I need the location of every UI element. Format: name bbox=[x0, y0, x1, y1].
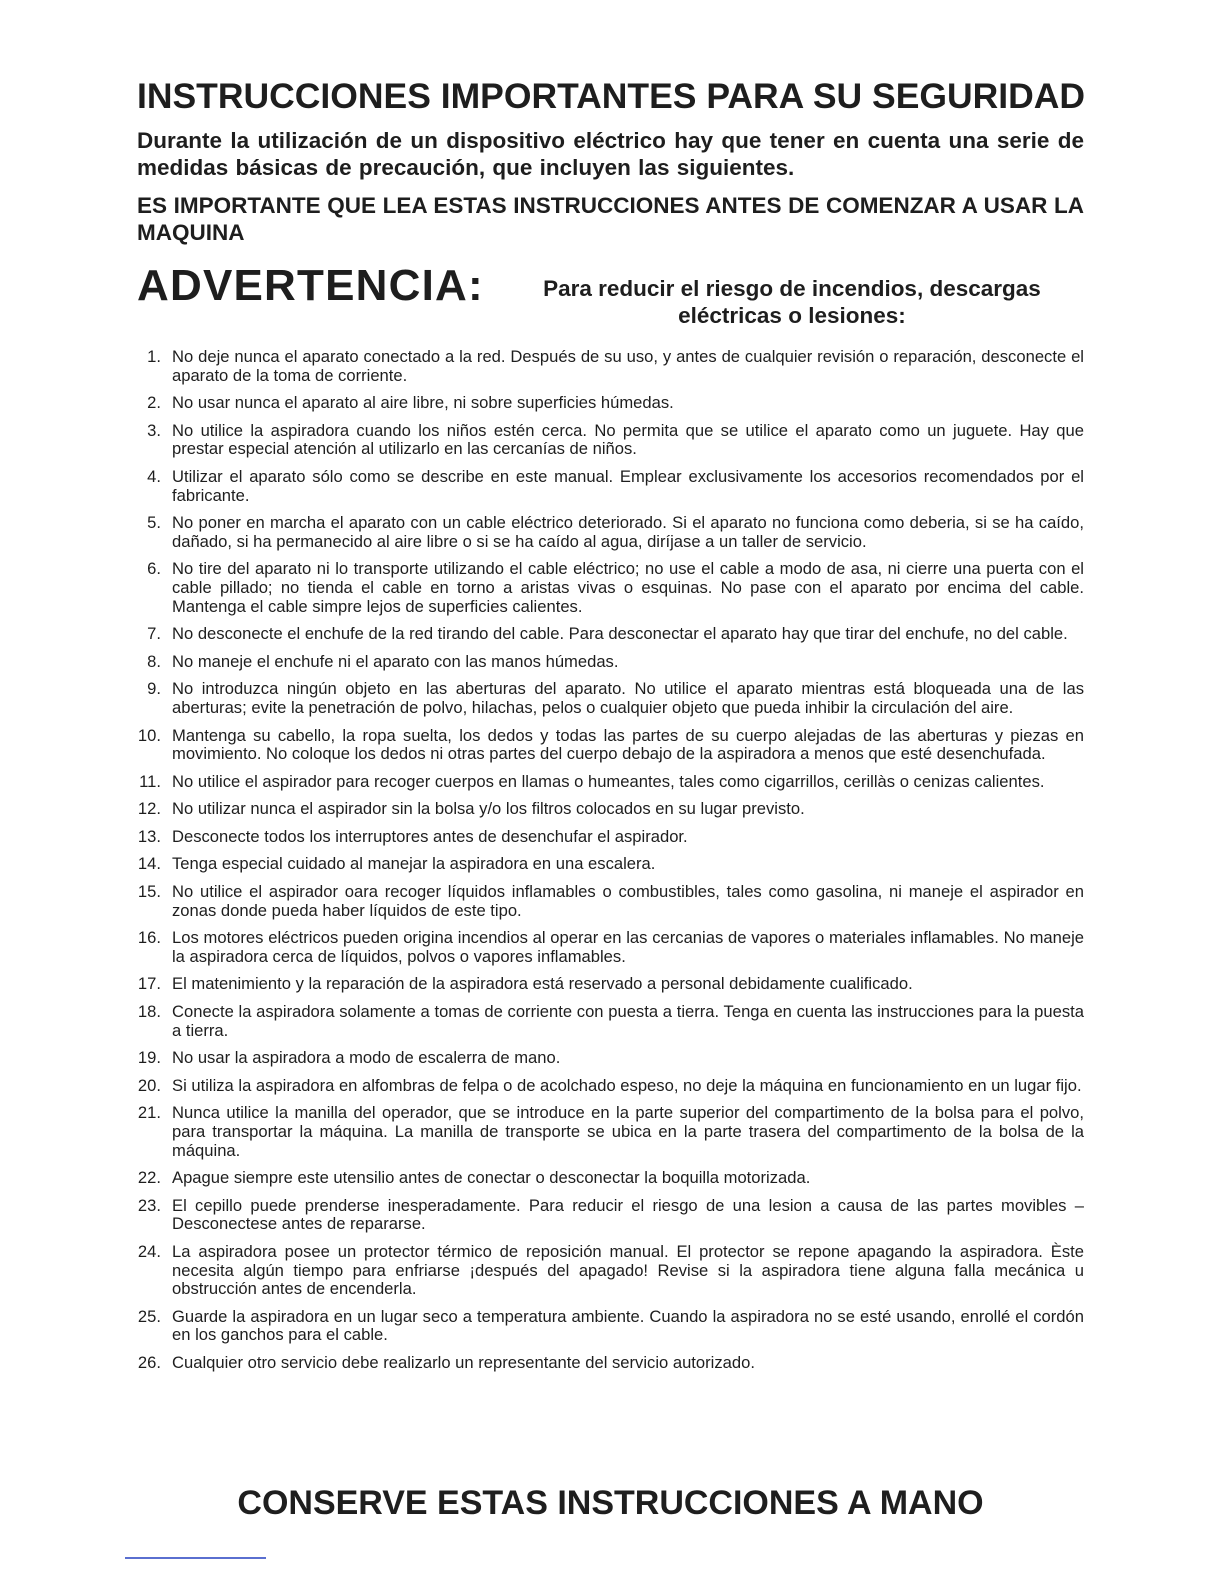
list-item bbox=[137, 800, 1084, 819]
safety-rules-list bbox=[137, 348, 1084, 1382]
list-item bbox=[137, 929, 1084, 966]
rule-number: 17. bbox=[137, 974, 161, 994]
rule-number: 25. bbox=[137, 1306, 161, 1326]
rule-number: 14. bbox=[137, 854, 161, 874]
rule-text: El matenimiento y la reparación de la aspiradora está reservado a personal debidamente cualificado. bbox=[172, 974, 913, 994]
list-item bbox=[137, 1003, 1084, 1040]
list-item bbox=[137, 560, 1084, 616]
list-item bbox=[137, 1197, 1084, 1234]
rule-number: 23. bbox=[137, 1195, 161, 1215]
list-item bbox=[137, 394, 1084, 413]
rule-number: 24. bbox=[137, 1241, 161, 1261]
rule-text: Desconecte todos los interruptores antes de desenchufar el aspirador. bbox=[172, 826, 688, 846]
list-item bbox=[137, 855, 1084, 874]
list-item bbox=[137, 1354, 1084, 1373]
rule-text: No usar la aspiradora a modo de escalerra de mano. bbox=[172, 1048, 561, 1068]
rule-number: 6. bbox=[147, 559, 161, 579]
warning-heading: ADVERTENCIA: bbox=[137, 261, 484, 310]
rule-text: No introduzca ningún objeto en las aberturas del aparato. No utilice el aparato mientras está bloqueada una de las aberturas; evite la penetración de polvo, hilachas, pelos o cualquier objeto que pueda inhibir la circulación del aire. bbox=[172, 679, 1084, 717]
rule-number: 7. bbox=[147, 624, 161, 644]
list-item bbox=[137, 727, 1084, 764]
list-item bbox=[137, 1104, 1084, 1160]
list-item bbox=[137, 1308, 1084, 1345]
rule-number: 18. bbox=[137, 1002, 161, 1022]
list-item bbox=[137, 1243, 1084, 1299]
scan-edge-line bbox=[125, 1557, 266, 1559]
list-item bbox=[137, 680, 1084, 717]
rule-text: Los motores eléctricos pueden origina incendios al operar en las cercanias de vapores o materiales inflamables. No maneje la aspiradora cerca de líquidos, polvos o vapores inflamables. bbox=[172, 928, 1084, 966]
rule-number: 1. bbox=[147, 347, 161, 366]
rule-number: 12. bbox=[137, 799, 161, 819]
rule-number: 22. bbox=[137, 1168, 161, 1188]
rule-number: 2. bbox=[147, 393, 161, 413]
list-item bbox=[137, 422, 1084, 459]
rule-number: 10. bbox=[137, 725, 161, 745]
rule-number: 11. bbox=[139, 771, 161, 791]
list-item bbox=[137, 348, 1084, 385]
list-item bbox=[137, 625, 1084, 644]
rule-text: No tire del aparato ni lo transporte utilizando el cable eléctrico; no use el cable a modo de asa, ni cierre una puerta con el cable pillado; no tienda el cable en torno a aristas vivas o esquinas. No pase con el aparato por encima del cable. Mantenga el cable simpre lejos de superficies calientes. bbox=[172, 559, 1084, 616]
rule-text: No deje nunca el aparato conectado a la red. Después de su uso, y antes de cualquier revisión o reparación, desconecte el aparato de la toma de corriente. bbox=[172, 347, 1084, 385]
rule-text: Utilizar el aparato sólo como se describe en este manual. Emplear exclusivamente los accesorios recomendados por el fabricante. bbox=[172, 466, 1084, 505]
rule-text: No utilice el aspirador para recoger cuerpos en llamas o humeantes, tales como cigarrillos, cerillàs o cenizas calientes. bbox=[172, 771, 1045, 791]
read-first-notice: ES IMPORTANTE QUE LEA ESTAS INSTRUCCIONES ANTES DE COMENZAR A USAR LA MAQUINA bbox=[137, 193, 1084, 245]
rule-number: 20. bbox=[137, 1075, 161, 1095]
rule-number: 26. bbox=[137, 1352, 161, 1372]
footer-title: CONSERVE ESTAS INSTRUCCIONES A MANO bbox=[237, 1484, 984, 1522]
rule-text: Cualquier otro servicio debe realizarlo un representante del servicio autorizado. bbox=[172, 1352, 755, 1372]
rule-text: No utilice la aspiradora cuando los niños estén cerca. No permita que se utilice el aparato como un juguete. Hay que prestar especial atención al utilizarlo en las cercanías de niños. bbox=[172, 420, 1084, 459]
warning-subtitle: Para reducir el riesgo de incendios, descargas eléctricas o lesiones: bbox=[543, 276, 1041, 328]
list-item bbox=[137, 1077, 1084, 1096]
rule-text: No utilizar nunca el aspirador sin la bolsa y/o los filtros colocados en su lugar previsto. bbox=[172, 799, 805, 819]
rule-number: 4. bbox=[147, 466, 161, 486]
list-item bbox=[137, 975, 1084, 994]
rule-text: No desconecte el enchufe de la red tirando del cable. Para desconectar el aparato hay que tirar del enchufe, no del cable. bbox=[172, 624, 1068, 644]
list-item bbox=[137, 773, 1084, 792]
rule-number: 8. bbox=[147, 651, 161, 671]
rule-text: Apague siempre este utensilio antes de conectar o desconectar la boquilla motorizada. bbox=[172, 1168, 811, 1188]
rule-text: No maneje el enchufe ni el aparato con las manos húmedas. bbox=[172, 651, 619, 671]
intro-paragraph: Durante la utilización de un dispositivo eléctrico hay que tener en cuenta una serie de medidas básicas de precaución, que incluyen las siguientes. bbox=[137, 128, 1084, 180]
list-item bbox=[137, 828, 1084, 847]
list-item bbox=[137, 1049, 1084, 1068]
rule-text: El cepillo puede prenderse inesperadamente. Para reducir el riesgo de una lesion a causa de las partes movibles – Desconectese antes de repararse. bbox=[172, 1195, 1084, 1234]
warning-block bbox=[137, 260, 1084, 329]
rule-text: No utilice el aspirador oara recoger líquidos inflamables o combustibles, tales como gasolina, ni maneje el aspirador en zonas donde pueda haber líquidos de este tipo. bbox=[172, 882, 1084, 920]
rule-text: La aspiradora posee un protector térmico de reposición manual. El protector se repone apagando la aspiradora. Èste necesita algún tiempo para enfriarse ¡después del apagado! Revise si la aspiradora tiene alguna falla mecánica u obstrucción antes de encenderla. bbox=[172, 1241, 1084, 1299]
rule-number: 21. bbox=[137, 1103, 161, 1123]
rule-number: 16. bbox=[137, 928, 161, 948]
page-title: INSTRUCCIONES IMPORTANTES PARA SU SEGURIDAD bbox=[137, 76, 1086, 116]
rule-text: No poner en marcha el aparato con un cable eléctrico deteriorado. Si el aparato no funciona como deberia, si se ha caído, dañado, si ha permanecido al aire libre o si se ha caído al agua, diríjase a un taller de servicio. bbox=[172, 513, 1084, 551]
rule-number: 3. bbox=[147, 420, 161, 440]
rule-text: Si utiliza la aspiradora en alfombras de felpa o de acolchado espeso, no deje la máquina en funcionamiento en un lugar fijo. bbox=[172, 1075, 1082, 1095]
rule-number: 13. bbox=[137, 826, 161, 846]
rule-text: Mantenga su cabello, la ropa suelta, los dedos y todas las partes de su cuerpo alejadas de las aberturas y piezas en movimiento. No coloque los dedos ni otras partes del cuerpo debajo de la aspiradora a menos que esté desenchufada. bbox=[172, 725, 1084, 764]
document-page bbox=[137, 75, 1086, 1522]
rule-text: Nunca utilice la manilla del operador, que se introduce en la parte superior del compartimento de la bolsa para el polvo, para transportar la máquina. La manilla de transporte se ubica en la parte trasera del compartimento de la bolsa de la máquina. bbox=[172, 1103, 1084, 1160]
list-item bbox=[137, 1169, 1084, 1188]
rule-number: 9. bbox=[147, 679, 161, 699]
rule-text: Tenga especial cuidado al manejar la aspiradora en una escalera. bbox=[172, 854, 656, 874]
list-item bbox=[137, 653, 1084, 672]
list-item bbox=[137, 883, 1084, 920]
list-item bbox=[137, 514, 1084, 551]
rule-text: No usar nunca el aparato al aire libre, ni sobre superficies húmedas. bbox=[172, 393, 674, 413]
rule-text: Guarde la aspiradora en un lugar seco a temperatura ambiente. Cuando la aspiradora no se esté usando, enrollé el cordón en los ganchos para el cable. bbox=[172, 1306, 1084, 1345]
list-item bbox=[137, 468, 1084, 505]
rule-number: 15. bbox=[137, 882, 161, 902]
rule-number: 5. bbox=[147, 513, 161, 533]
rule-text: Conecte la aspiradora solamente a tomas de corriente con puesta a tierra. Tenga en cuenta las instrucciones para la puesta a tierra. bbox=[172, 1002, 1084, 1040]
rule-number: 19. bbox=[137, 1048, 161, 1068]
